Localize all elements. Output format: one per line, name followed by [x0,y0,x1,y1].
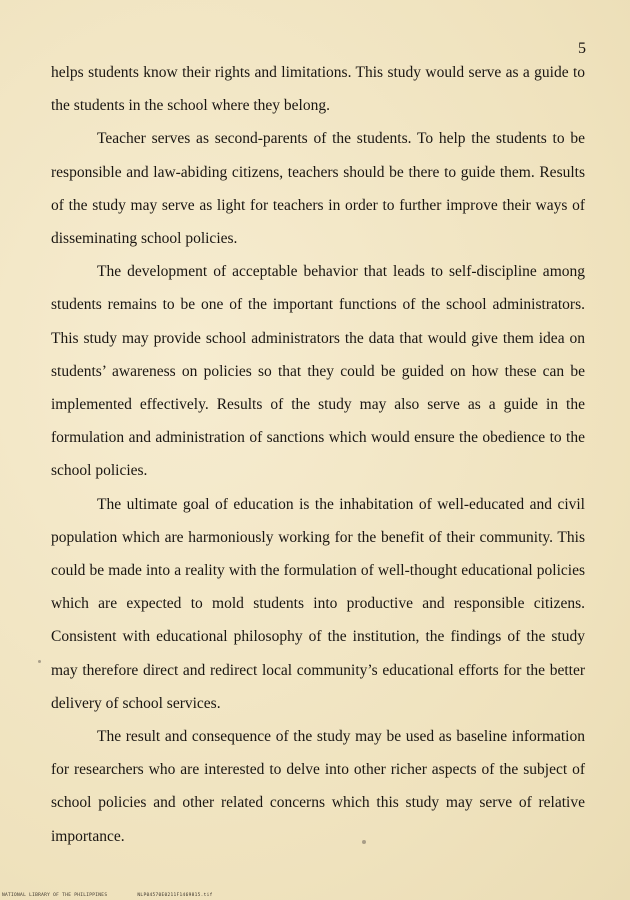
footer-library: NATIONAL LIBRARY OF THE PHILIPPINES [2,893,108,898]
paragraph: helps students know their rights and limitations. This study would serve as a guide to the students in the school where they belong. [51,64,585,115]
paragraph: The development of acceptable behavior that leads to self-discipline among students remains to be one of the important functions of the school administrators. This study may provide school administrators the data that would give them idea on students’ awareness on policies so that they could be guided on how these can be implemented effectively. Results of the study may also serve as a guide in the formulation and administration of sanctions which would ensure the obedience to the school policies. [51,263,585,480]
page-number: 5 [578,40,586,57]
scan-speck [38,660,41,663]
paragraph: Teacher serves as second-parents of the students. To help the students to be responsible and law-abiding citizens, teachers should be there to guide them. Results of the study may serve as light for teachers in order to further improve their ways of disseminating school policies. [51,130,585,248]
paragraph: The result and consequence of the study may be used as baseline information for researchers who are interested to delve into other richer aspects of the subject of school policies and other related concerns which this study may serve of relative importance. [51,728,585,845]
footer-code: NLP04570E0211F1469815.tif [137,893,213,898]
scan-footer [2,893,213,898]
body-text [51,56,585,853]
paragraph: The ultimate goal of education is the inhabitation of well-educated and civil population which are harmoniously working for the benefit of their community. This could be made into a reality with the formulation of well-thought educational policies which are expected to mold students into productive and responsible citizens. Consistent with educational philosophy of the institution, the findings of the study may therefore direct and redirect local community’s educational efforts for the better delivery of school services. [51,495,585,712]
scan-speck [362,840,366,844]
